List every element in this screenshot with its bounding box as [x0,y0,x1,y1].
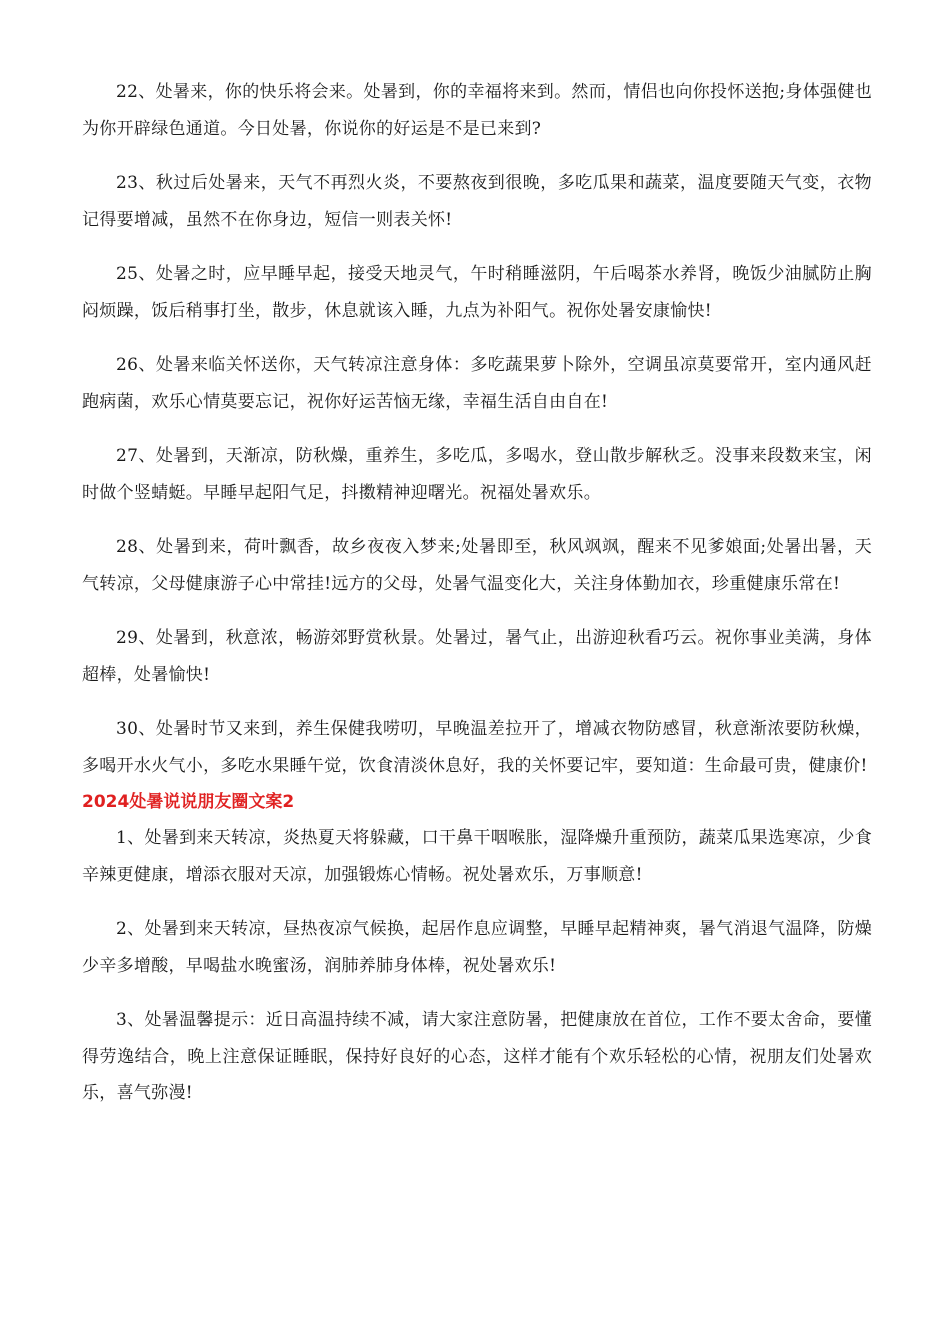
paragraph-30: 30、处暑时节又来到，养生保健我唠叨，早晚温差拉开了，增减衣物防感冒，秋意渐浓要防秋燥，多喝开水火气小，多吃水果睡午觉，饮食清淡休息好，我的关怀要记牢，要知道：生命最可贵，健康价! [82,719,872,776]
paragraph-22: 22、处暑来，你的快乐将会来。处暑到，你的幸福将来到。然而，情侣也向你投怀送抱;身体强健也为你开辟绿色通道。今日处暑，你说你的好运是不是已来到? [82,82,872,139]
paragraph-1: 1、处暑到来天转凉，炎热夏天将躲藏，口干鼻干咽喉胀，湿降燥升重预防，蔬菜瓜果选寒凉，少食辛辣更健康，增添衣服对天凉，加强锻炼心情畅。祝处暑欢乐，万事顺意! [82,828,872,885]
paragraph-28: 28、处暑到来，荷叶飘香，故乡夜夜入梦来;处暑即至，秋风飒飒，醒来不见爹娘面;处暑出暑，天气转凉，父母健康游子心中常挂!远方的父母，处暑气温变化大，关注身体勤加衣，珍重健康乐常在! [82,537,872,594]
paragraph-2: 2、处暑到来天转凉，昼热夜凉气候换，起居作息应调整，早睡早起精神爽，暑气消退气温降，防燥少辛多增酸，早喝盐水晚蜜汤，润肺养肺身体棒，祝处暑欢乐! [82,919,872,976]
paragraph-3: 3、处暑温馨提示：近日高温持续不减，请大家注意防暑，把健康放在首位，工作不要太舍命，要懂得劳逸结合，晚上注意保证睡眠，保持好良好的心态，这样才能有个欢乐轻松的心情，祝朋友们处暑欢乐，喜气弥漫! [82,1010,872,1103]
paragraph-25: 25、处暑之时，应早睡早起，接受天地灵气，午时稍睡滋阴，午后喝茶水养肾，晚饭少油腻防止胸闷烦躁，饭后稍事打坐，散步，休息就该入睡，九点为补阳气。祝你处暑安康愉快! [82,264,872,321]
paragraph-23: 23、秋过后处暑来，天气不再烈火炎，不要熬夜到很晚，多吃瓜果和蔬菜，温度要随天气变，衣物记得要增减，虽然不在你身边，短信一则表关怀! [82,173,872,230]
document-page [82,74,872,1112]
paragraph-26: 26、处暑来临关怀送你，天气转凉注意身体：多吃蔬果萝卜除外，空调虽凉莫要常开，室内通风赶跑病菌，欢乐心情莫要忘记，祝你好运苦恼无缘，幸福生活自由自在! [82,355,872,412]
paragraph-29: 29、处暑到，秋意浓，畅游郊野赏秋景。处暑过，暑气止，出游迎秋看巧云。祝你事业美满，身体超棒，处暑愉快! [82,628,872,685]
section-heading: 2024处暑说说朋友圈文案2 [82,792,295,812]
paragraph-27: 27、处暑到，天渐凉，防秋燥，重养生，多吃瓜，多喝水，登山散步解秋乏。没事来段数来宝，闲时做个竖蜻蜓。早睡早起阳气足，抖擞精神迎曙光。祝福处暑欢乐。 [82,446,872,503]
